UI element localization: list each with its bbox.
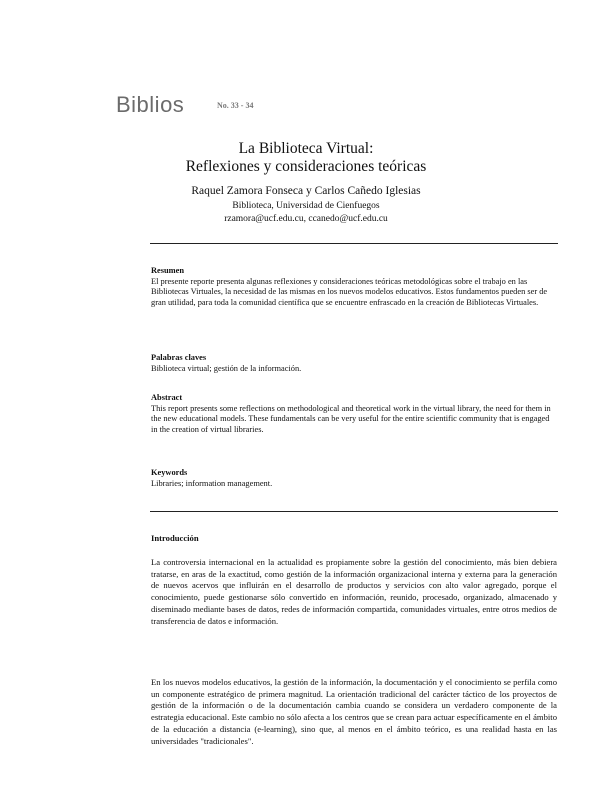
palabras-claves-section bbox=[151, 353, 557, 374]
resumen-label: Resumen bbox=[151, 266, 185, 275]
palabras-claves-text: Biblioteca virtual; gestión de la información. bbox=[151, 363, 302, 373]
abstract-label: Abstract bbox=[151, 393, 183, 402]
abstract-text: This report presents some reflections on methodological and theoretical work in the virtual library, the need for them in the new educational models. These fundamentals can be very useful for the entire scientific community that is engaged in the creation of virtual libraries. bbox=[151, 403, 551, 434]
journal-logo: Biblios bbox=[116, 92, 185, 117]
title-line-1: La Biblioteca Virtual: bbox=[238, 140, 374, 157]
introduction-paragraph-2: En los nuevos modelos educativos, la gestión de la información, la documentación y el conocimiento se perfila como un componente estratégico de primera magnitud. La orientación tradicional del carácter táctico de los proyectos de gestión de la información o de la documentación cambia cuando se considera un verdadero componente de la estrategia educacional. Este cambio no sólo afecta a los centros que se crean para actuar específicamente en el ámbito de la educación a distancia (e-learning), sino que, al menos en el ámbito teórico, es una realidad hasta en las universidades "tradicionales". bbox=[151, 677, 557, 746]
resumen-text: El presente reporte presenta algunas reflexiones y consideraciones teóricas metodológicas sobre el trabajo en las Bibliotecas Virtuales, la necesidad de las mismas en los nuevos modelos educativos. Estos fundamentos pueden ser de gran utilidad, para toda la comunidad científica que se encuentre enfrascado en la creación de Bibliotecas Virtuales. bbox=[151, 276, 548, 307]
authors: Raquel Zamora Fonseca y Carlos Cañedo Iglesias bbox=[191, 185, 421, 197]
author-emails: rzamora@ucf.edu.cu, ccanedo@ucf.edu.cu bbox=[224, 214, 388, 224]
resumen-section bbox=[151, 266, 557, 308]
divider-bottom bbox=[150, 511, 558, 512]
title-line-2: Reflexiones y consideraciones teóricas bbox=[185, 158, 427, 175]
keywords-section bbox=[151, 468, 557, 489]
issue-number: No. 33 - 34 bbox=[217, 101, 254, 110]
affiliation: Biblioteca, Universidad de Cienfuegos bbox=[232, 201, 380, 211]
paper-title bbox=[0, 140, 612, 176]
keywords-text: Libraries; information management. bbox=[151, 478, 273, 488]
palabras-claves-label: Palabras claves bbox=[151, 353, 207, 362]
keywords-label: Keywords bbox=[151, 468, 188, 477]
divider-top bbox=[150, 243, 558, 244]
introduction-heading: Introducción bbox=[151, 533, 199, 543]
abstract-section bbox=[151, 393, 557, 435]
introduction-paragraph-1: La controversia internacional en la actualidad es propiamente sobre la gestión del conocimiento, más bien debiera tratarse, en aras de la exactitud, como gestión de la información organizacional interna y externa para la generación de nuevos acervos que influirán en el desarrollo de productos y servicios con alto valor agregado, porque el conocimiento, puede gestionarse sólo convertido en información, reunido, procesado, organizado, almacenado y diseminado mediante bases de datos, redes de información compartida, comunidades virtuales, entre otros medios de transferencia de datos e información. bbox=[151, 557, 557, 626]
